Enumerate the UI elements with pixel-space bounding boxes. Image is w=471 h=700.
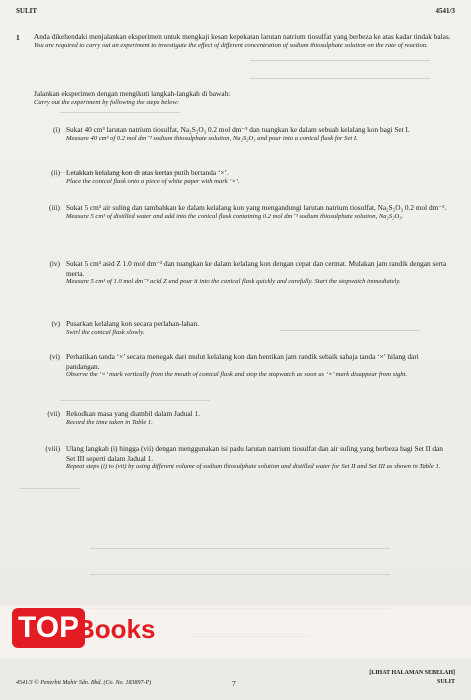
header-right: 4541/3 (435, 7, 455, 15)
step-malay: Sukat 40 cm³ larutan natrium tiosulfat, Na₂S₂O₃ 0.2 mol dm⁻³ dan tuangkan ke dalam sebuah kelalang kon bagi Set I. (66, 125, 410, 134)
intro-malay: Anda dikehendaki menjalankan eksperimen untuk mengkaji kesan kepekatan larutan natrium tiosulfat yang berbeza ke atas kadar tindak balas. (34, 32, 451, 41)
step-malay: Pusarkan kelalang kon secara perlahan-lahan. (66, 319, 200, 328)
step-english: Measure 5 cm³ of distilled water and add into the conical flask containing 0.2 mol dm⁻³ sodium thiosulphate solution, Na₂S₂O₃. (66, 212, 404, 220)
steps-title (34, 89, 452, 107)
footer-copyright: 4541/3 © Penerbit Mahir Sdn. Bhd. (Co. No. 183897-P) (16, 680, 152, 686)
logo-top-text: TOP (12, 608, 85, 648)
step-number: (iii) (49, 203, 60, 212)
steps-title-english: Carry out the experiment by following the steps below: (34, 98, 180, 106)
header-left: SULIT (16, 7, 38, 15)
step-number: (vi) (49, 352, 60, 361)
question-number: 1 (16, 33, 20, 42)
footer-right (369, 669, 455, 687)
footer-next-page: [LIHAT HALAMAN SEBELAH] (369, 670, 455, 676)
step-number: (v) (51, 319, 60, 328)
page-number: 7 (232, 679, 236, 688)
step-number: (i) (53, 125, 60, 134)
step-malay: Letakkan kelalang kon di atas kertas putih bertanda ‘×’. (66, 168, 229, 177)
step-malay: Ulang langkah (i) hingga (vii) dengan menggunakan isi padu larutan natrium tiosulfat dan air suling yang berbeza bagi Set II dan Set III seperti dalam Jadual 1. (66, 444, 443, 463)
step-number: (ii) (51, 168, 60, 177)
step-english: Swirl the conical flask slowly. (66, 328, 145, 336)
step-malay: Sukat 5 cm³ air suling dan tambahkan ke dalam kelalang kon yang mengandungi larutan natrium tiosulfat, Na₂S₂O₃ 0.2 mol dm⁻³. (66, 203, 447, 212)
logo-books-text: Books (76, 614, 156, 644)
steps-title-malay: Jalankan eksperimen dengan mengikuti langkah-langkah di bawah: (34, 89, 231, 98)
step-number: (viii) (45, 444, 60, 453)
step-malay: Sukat 5 cm³ asid Z 1.0 mol dm⁻³ dan tuangkan ke dalam kelalang kon dengan cepat dan cermat. Mulakan jam randik dengan serta merta. (66, 259, 447, 278)
step-number: (iv) (49, 259, 60, 268)
step-english: Record the time taken in Table 1. (66, 418, 153, 426)
step-english: Measure 40 cm³ of 0.2 mol dm⁻³ sodium thiosulphate solution, Na₂S₂O₃ and pour into a conical flask for Set I. (66, 134, 358, 142)
step-malay: Perhatikan tanda ‘×’ secara menegak dari mulut kelalang kon dan hentikan jam randik sebaik sahaja tanda ‘×’ hilang dari pandangan. (66, 352, 419, 371)
step-english: Place the conical flask onto a piece of white paper with mark ‘×’. (66, 177, 240, 185)
step-english: Repeat steps (i) to (vii) by using different volume of sodium thiosulphate solution and distilled water for Set II and Set III as shown in Table 1. (66, 463, 441, 471)
step-english: Measure 5 cm³ of 1.0 mol dm⁻³ acid Z and pour it into the conical flask quickly and carefully. Start the stopwatch immediately. (66, 278, 401, 286)
footer-sulit: SULIT (436, 679, 455, 685)
step-english: Observe the ‘×’ mark vertically from the mouth of conical flask and stop the stopwatch as soon as ‘×’ mark disappear from sight. (66, 371, 408, 379)
step-malay: Rekodkan masa yang diambil dalam Jadual 1. (66, 409, 200, 418)
intro-english: You are required to carry out an experiment to investigate the effect of different concentration of sodium thiosulphate solution on the rate of reaction. (34, 41, 428, 49)
topbooks-logo (0, 608, 156, 668)
question-intro (34, 32, 452, 50)
step-number: (vii) (47, 409, 60, 418)
